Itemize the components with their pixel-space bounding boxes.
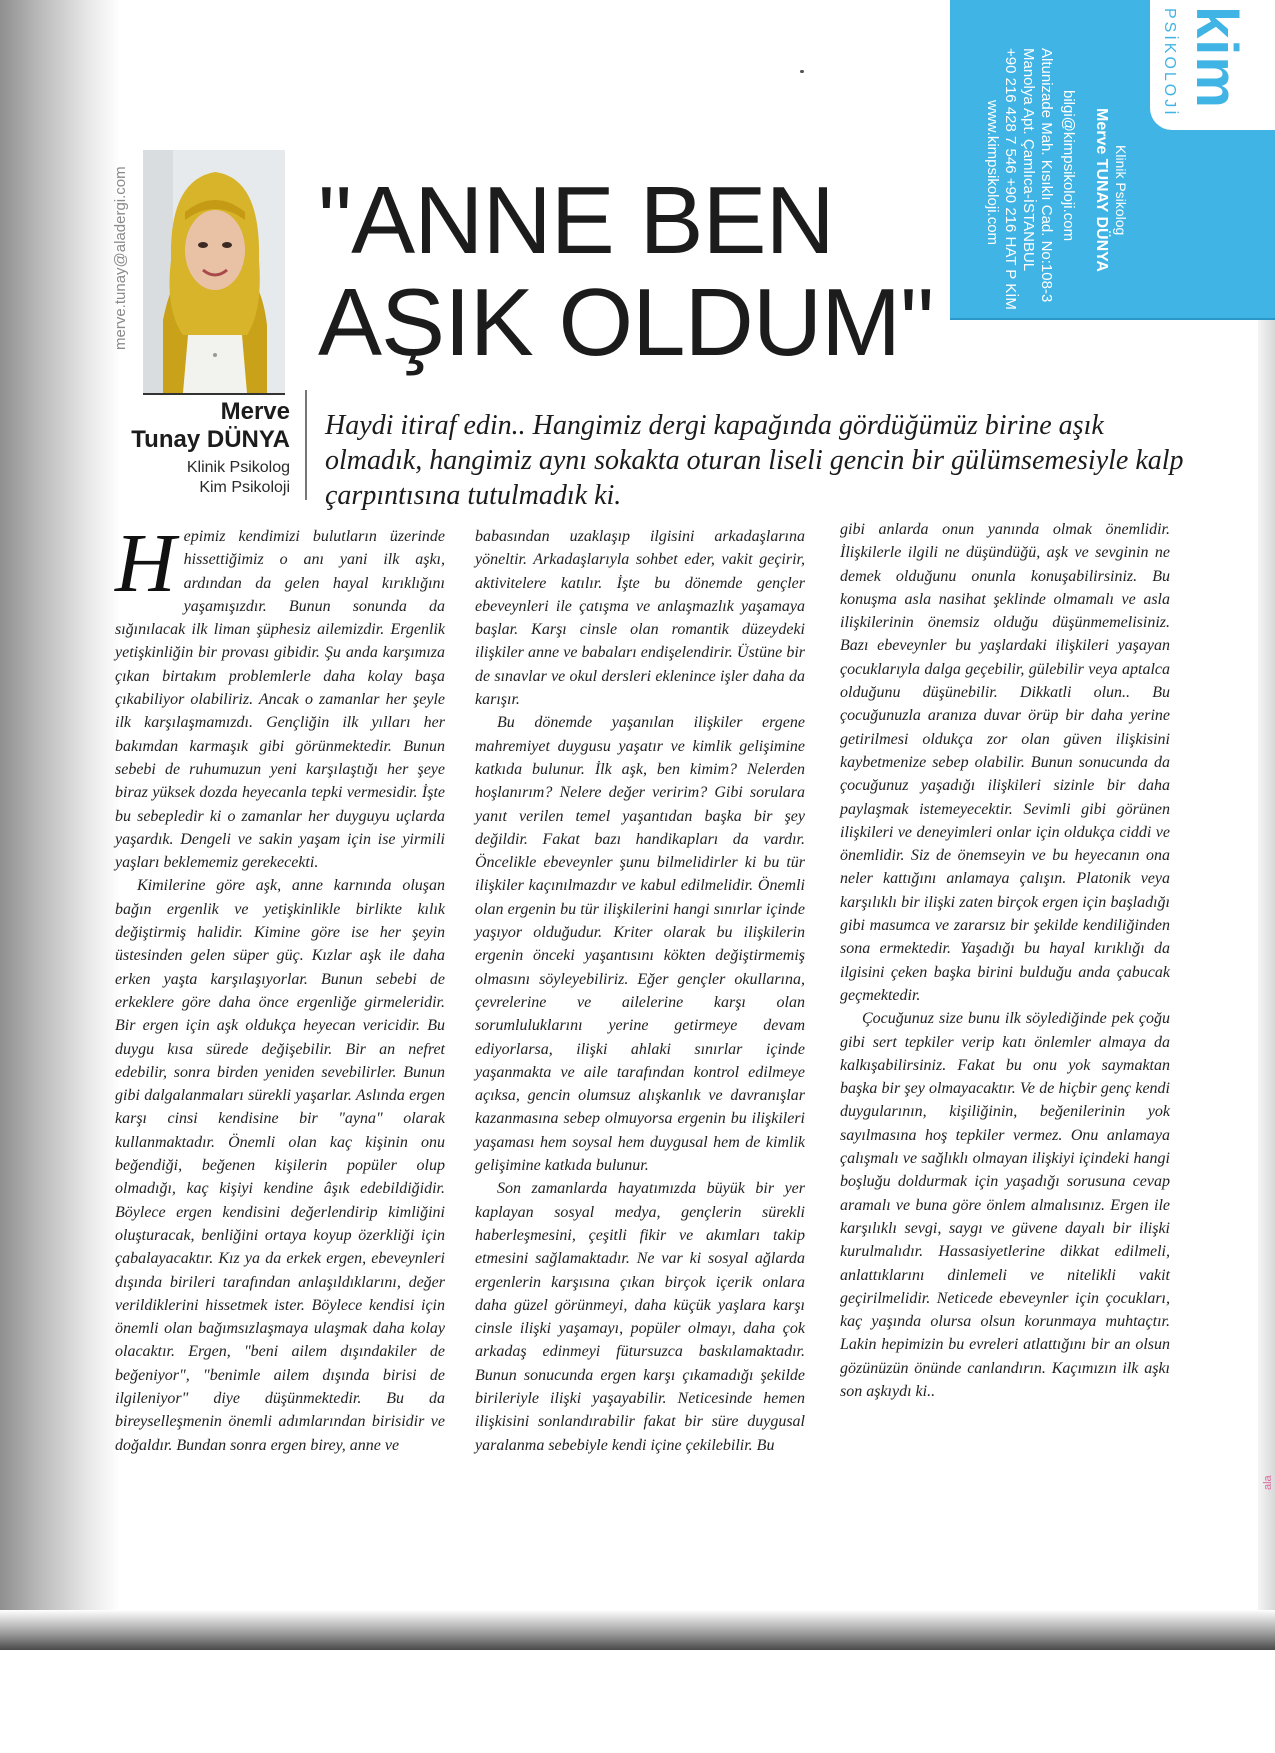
paragraph: gibi anlarda onun yanında olmak önemlidir. İlişkilerle ilgili ne düşündüğü, aşk ve sevginin ne demek olduğunu onunla konuşabilirsiniz. Bu konuşma asla nasihat şeklinde olmamalı ve asla ilişkilerinin önemsiz olduğu düşünmemelisiniz. Bazı ebeveynler bu yaşlardaki ilişkileri yaşayan çocuklarıyla dalga geçebilir, gülebilir veya aptalca olduğunu düşünebilir. Dikkatli olun.. Bu çocuğunuzla aranıza duvar örüp bir daha yerine getirilmesi oldukça zor olan güven ilişkisini kaybetmenize sebep olabilir. Bunun sonucunda da çocuğunuz yaşadığı ilişkileri sizinle bir daha paylaşmak istemeyecektir. Sevimli gibi görünen ilişkileri ve deneyimleri onlar için oldukça ciddi ve önemlidir. Siz de önemseyin ve bu heyecanın ona neler kattığını anlamaya çalışın. Platonik veya karşılıklı bir ilişki zaten birçok ergen için başladığı gibi masumca ve zararsız bir şekilde kendiliğinden sona ermektedir. Yaşadığı bu hayal kırıklığı da ilgisini çeken başka birini bulduğu anda çabucak geçmektedir. <box>840 521 1170 1004</box>
drop-cap: H <box>115 517 176 610</box>
card-website: www.kimpsikoloji.com <box>984 100 1001 246</box>
article-column-2 <box>475 525 805 1457</box>
paragraph: Kimilerine göre aşk, anne karnında oluşan bağın ergenlik ve yetişkinlikle birlikte kılık değiştirmiş halidir. Kimine göre ise her şeyin üstesinden gelen süper güç. Kızlar aşk ile daha erken yaşta karşılaşıyorlar. Bunun sebebi de erkeklere göre daha önce ergenliğe girmeleridir. Bir ergen için aşk oldukça heyecan vericidir. Bu duygu kısa sürede değişebilir. Bir an nefret edebilir, sonra birden yeniden sevebilirler. Bunun gibi dalgalanmaları sürekli yaşarlar. Aslında ergen karşı cinsi kendisine bir "ayna" olarak kullanmaktadır. Önemli olan kaç kişinin onu beğendiği, beğenen kişilerin popüler olup olmadığı, kaç kişiyi kendine âşık edebildiğidir. Böylece ergen kendisini değerlendirip kimliğini oluşturacak, benliğini ortaya koyup özerkliği için çabalayacaktır. Kız ya da erkek ergen, ebeveynleri dışında birileri tarafından anlaşıldıklarını, değer verildiklerini hissetmek ister. Böylece kendisi için önemli olan bağımsızlaşmaya ulaşmak daha kolay olacaktır. Ergen, "beni ailem dışındakiler de beğeniyor", "benimle ailem dışında birisi de ilgileniyor" diye düşünmektedir. Bu da bireyselleşmenin önemli adımlarından birisidir ve doğaldır. Bundan sonra ergen birey, anne ve <box>115 877 445 1454</box>
author-role <box>100 458 290 498</box>
card-phone: +90 216 428 7 546 +90 216 HAT P KİM <box>1002 48 1019 310</box>
card-logo-kim: kim <box>1184 6 1249 109</box>
author-portrait <box>143 150 285 393</box>
card-logo-subtitle: PSİKOLOJİ <box>1161 8 1178 118</box>
article-column-3 <box>840 518 1170 1403</box>
article-title-line-1: "ANNE BEN <box>318 167 834 274</box>
paragraph <box>115 517 445 874</box>
card-name: Merve TUNAY DÜNYA <box>1093 108 1110 272</box>
paragraph: Son zamanlarda hayatımızda büyük bir yer kaplayan sosyal medya, gençlerin sürekli haberleşmesini, çeşitli fikir ve akımları takip etmesini sağlamaktadır. Ne var ki sosyal ağlarda ergenlerin karşısına çıkan birçok içerik onlara daha güzel görünmeyi, daha küçük yaşlara karşı cinsle ilişki yaşamayı, popüler olmayı, daha çok arkadaş edinmeyi fütursuzca baskılamaktadır. Bunun sonucunda ergen karşı çıkamadığı şekilde birileriyle ilişki yaşayabilir. Neticesinde hemen ilişkisini sonlandırabilir fakat bir süre duygusal yaralanma sebebiyle kendi içine çekilebilir. Bu <box>475 1180 805 1454</box>
byline-divider <box>305 390 307 500</box>
author-name <box>100 398 290 454</box>
paragraph: babasından uzaklaşıp ilgisini arkadaşlarına yöneltir. Arkadaşlarıyla sohbet eder, vakit geçirir, aktivitelere katılır. İşte bu dönemde gençler ebeveynleri ile çatışma ve anlaşmazlık yaşamaya başlar. Karşı cinsle olan romantik düzeydeki ilişkiler anne ve babaları endişelendirir. Üstüne bir de sınavlar ve okul dersleri eklenince işler daha da karışır. <box>475 528 805 709</box>
card-address-2: Manolya Apt. Çamlıca-İSTANBUL <box>1020 48 1037 272</box>
article-column-1 <box>115 517 445 1457</box>
author-email: merve.tunay@aladergi.com <box>112 166 129 350</box>
page-edge <box>1258 300 1275 1610</box>
author-last-name: Tunay DÜNYA <box>131 426 290 453</box>
pen-mark <box>800 70 804 73</box>
page-bottom-shadow <box>0 1610 1275 1650</box>
card-title: Klinik Psikolog <box>1113 145 1129 236</box>
author-organization: Kim Psikoloji <box>199 479 290 496</box>
scan-margin <box>0 1650 1275 1753</box>
paragraph: Çocuğunuz size bunu ilk söylediğinde pek çoğu gibi sert tepkiler verip katı önlemler almaya da kalkışabilirsiniz. Fakat bu onu yok saymaktan başka bir şey olmayacaktır. Ve de hiçbir genç kendi duygularının, kişiliğinin, beğenilerinin yok sayılmasına hoş tepkiler vermez. Onu anlamaya çalışmalı ve sağlıklı olmayan ilişkiyi içindeki hangi boşluğu doldurmak için yaşadığı sorusuna cevap aramalı ve buna göre önlem almalısınız. Ergen ile karşılıklı sevgi, saygı ve güvene dayalı bir ilişki kurulmalıdır. Hassasiyetlerine dikkat edilmeli, anlattıklarını dinlemeli ve nitelikli vakit geçirilmelidir. Neticede ebeveynler için çocukları, kaç yaşında olursa olsun korunmaya muhtaçtır. Lakin hepimizin bu evreleri atlattığını bir an olsun gözünüzün önünde canlandırın. Kaçımızın ilk aşkı son aşkıydı ki.. <box>840 1010 1170 1400</box>
card-email: bilgi@kimpsikoloji.com <box>1060 90 1077 242</box>
article-title <box>318 167 934 376</box>
author-first-name: Merve <box>220 398 290 425</box>
author-title: Klinik Psikolog <box>186 459 290 476</box>
article-lead: Haydi itiraf edin.. Hangimiz dergi kapağında gördüğümüz birine aşık olmadık, hangimiz aynı sokakta oturan liseli gencin bir gülümsemesiyle kalp çarpıntısına tutulmadık ki. <box>325 410 1184 511</box>
paragraph-text: epimiz kendimizi bulutların üzerinde hissettiğimiz o anı yani ilk aşkı, ardından da gelen hayal kırıklığını yaşamışızdır. Bunun sonunda da sığınılacak ilk liman şüphesiz ailemizdir. Ergenlik yetişkinliğin bir provası gibidir. Şu anda karşımıza çıkan birtakım problemlerle daha kolay başa çıkabiliyor olabiliriz. Ancak o zamanlar her şeyle ilk karşılaşmamızdı. Gençliğin ilk yılları her bakımdan karmaşık gibi görünmektedir. Bunun sebebi de ruhumuzun yeni karşılaştığı her şeye biraz yüksek dozda heyecanla tepki vermesidir. İşte bu sebepledir ki o zamanlar her duyguyu uçlarda yaşardık. Dengeli ve sakin yaşam için ise yirmili yaşları beklememiz gerekecekti. <box>115 528 445 872</box>
article-title-line-2: AŞIK OLDUM" <box>318 269 934 376</box>
author-photo <box>143 150 285 395</box>
card-address-1: Altunizade Mah. Kısıklı Cad. No:108-3 <box>1038 48 1055 303</box>
magazine-side-tag: ala <box>1262 1475 1274 1490</box>
paragraph: Bu dönemde yaşanılan ilişkiler ergene mahremiyet duygusu yaşatır ve kimlik gelişimine katkıda bulunur. İlk aşk, ben kimim? Nelerden hoşlanırım? Nelere değer veririm? Gibi sorulara yanıt verilen temel yaşantıdan başka bir şey değildir. Fakat bazı handikapları da vardır. Öncelikle ebeveynler şunu bilmelidirler ki bu tür ilişkiler kaçınılmazdır ve kabul edilmelidir. Önemli olan ergenin bu tür ilişkilerini hangi sınırlar içinde yaşıyor olduğudur. Kriter olarak bu ilişkilerin ergenin önceki yaşantısını kökten değiştirmemiş olmasını söyleyebiliriz. Eğer gençler okullarına, çevrelerine ve ailelerine karşı olan sorumluluklarını yerine getirmeye devam ediyorlarsa, ilişki ahlaki sınırlar içinde yaşanmakta ve aile tarafından kontrol edilmeye açıksa, gencin olumsuz alışkanlık ve davranışlar kazanmasına sebep olmuyorsa ergenin bu ilişkileri yaşaması hem soysal hem duygusal hem de kimlik gelişimine katkıda bulunur. <box>475 714 805 1175</box>
page-spine-shadow <box>0 0 120 1640</box>
